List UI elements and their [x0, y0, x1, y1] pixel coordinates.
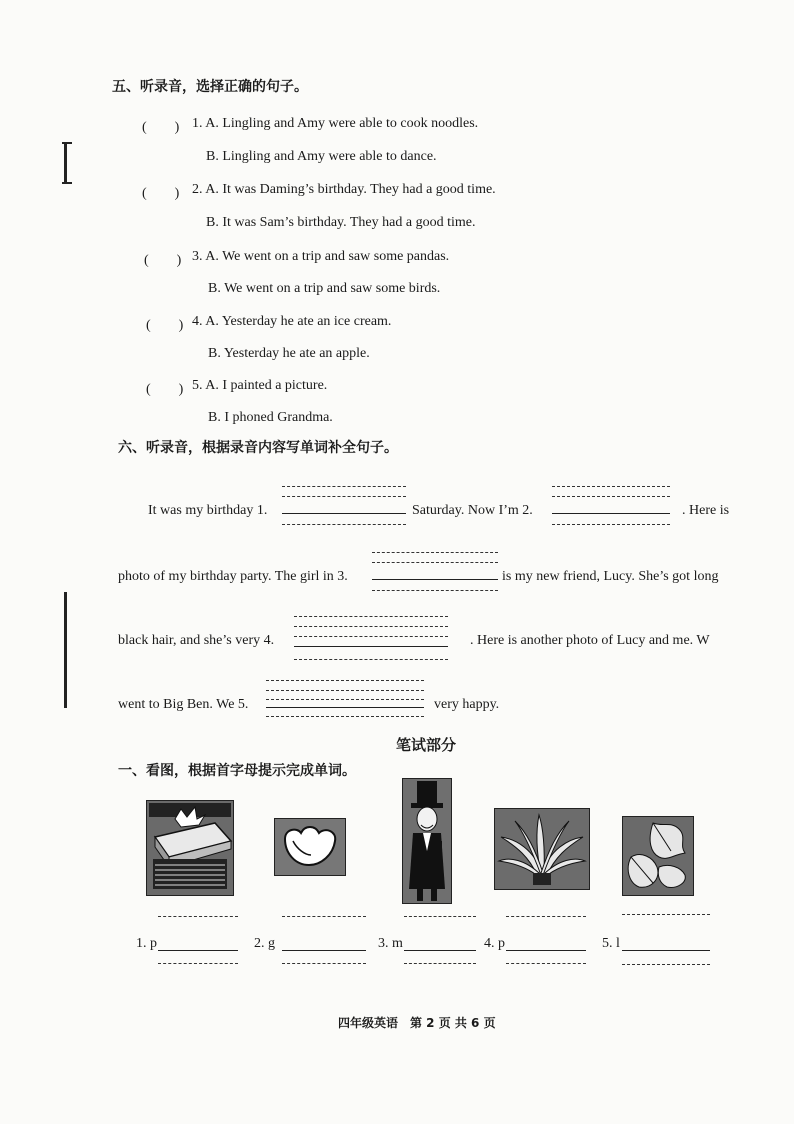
q4-bracket: ( ): [146, 318, 184, 333]
q3-option-a: 3. A. We went on a trip and saw some pandas.: [192, 249, 450, 264]
section5-heading: 五、听录音，选择正确的句子。: [112, 79, 308, 95]
picture-answer-label-5: 5. l: [602, 936, 620, 951]
page-footer: 四年级英语 第 2 页 共 6 页: [338, 1016, 496, 1030]
q5-option-b: B. I phoned Grandma.: [208, 410, 333, 425]
ginger-icon: [274, 818, 346, 876]
section6-heading: 六、听录音，根据录音内容写单词补全句子。: [118, 440, 398, 456]
blank-1[interactable]: [282, 486, 406, 526]
picture-answer-blank-1[interactable]: [158, 916, 238, 964]
q1-option-a: 1. A. Lingling and Amy were able to cook noodles.: [192, 116, 479, 131]
picture-answer-label-2: 2. g: [254, 936, 275, 951]
q2-option-b: B. It was Sam’s birthday. They had a good time.: [206, 215, 476, 230]
picture-answer-blank-4[interactable]: [506, 916, 586, 964]
picture-answer-blank-5[interactable]: [622, 914, 710, 966]
blank-5[interactable]: [266, 680, 424, 718]
q1-option-b: B. Lingling and Amy were able to dance.: [206, 149, 437, 164]
blank-3[interactable]: [372, 552, 498, 592]
q2-bracket: ( ): [142, 186, 180, 201]
fill-line4-text2: very happy.: [434, 697, 500, 712]
fill-line4-text1: went to Big Ben. We 5.: [118, 697, 249, 712]
q3-bracket: ( ): [144, 253, 182, 268]
q5-bracket: ( ): [146, 382, 184, 397]
fill-line1-text3: . Here is: [682, 503, 730, 518]
book-icon: [146, 800, 234, 896]
picture-answer-label-1: 1. p: [136, 936, 157, 951]
picture-answer-blank-2[interactable]: [282, 916, 366, 964]
plant-icon: [494, 808, 590, 890]
fill-line3-text1: black hair, and she’s very 4.: [118, 633, 275, 648]
fill-line2-text2: is my new friend, Lucy. She’s got long: [502, 569, 719, 584]
q2-option-a: 2. A. It was Daming’s birthday. They had a good time.: [192, 182, 496, 197]
margin-line-left: [64, 592, 67, 708]
margin-bracket-top: [64, 142, 67, 184]
fill-line1-text1: It was my birthday 1.: [148, 503, 268, 518]
q4-option-b: B. Yesterday he ate an apple.: [208, 346, 370, 361]
q4-option-a: 4. A. Yesterday he ate an ice cream.: [192, 314, 392, 329]
q5-option-a: 5. A. I painted a picture.: [192, 378, 328, 393]
magician-icon: [402, 778, 452, 904]
written-part-heading: 一、看图，根据首字母提示完成单词。: [118, 763, 356, 779]
written-part-title: 笔试部分: [396, 736, 457, 754]
picture-answer-blank-3[interactable]: [404, 916, 476, 964]
picture-answer-label-3: 3. m: [378, 936, 403, 951]
q1-bracket: ( ): [142, 120, 180, 135]
fill-line3-text2: . Here is another photo of Lucy and me. W: [470, 633, 710, 648]
blank-2[interactable]: [552, 486, 670, 526]
leaf-icon: [622, 816, 694, 896]
fill-line1-text2: Saturday. Now I’m 2.: [412, 503, 533, 518]
margin-bracket-top-cap1: [62, 142, 72, 144]
picture-answer-label-4: 4. p: [484, 936, 505, 951]
q3-option-b: B. We went on a trip and saw some birds.: [208, 281, 441, 296]
fill-line2-text1: photo of my birthday party. The girl in 3.: [118, 569, 348, 584]
blank-4[interactable]: [294, 616, 448, 660]
margin-bracket-top-cap2: [62, 182, 72, 184]
